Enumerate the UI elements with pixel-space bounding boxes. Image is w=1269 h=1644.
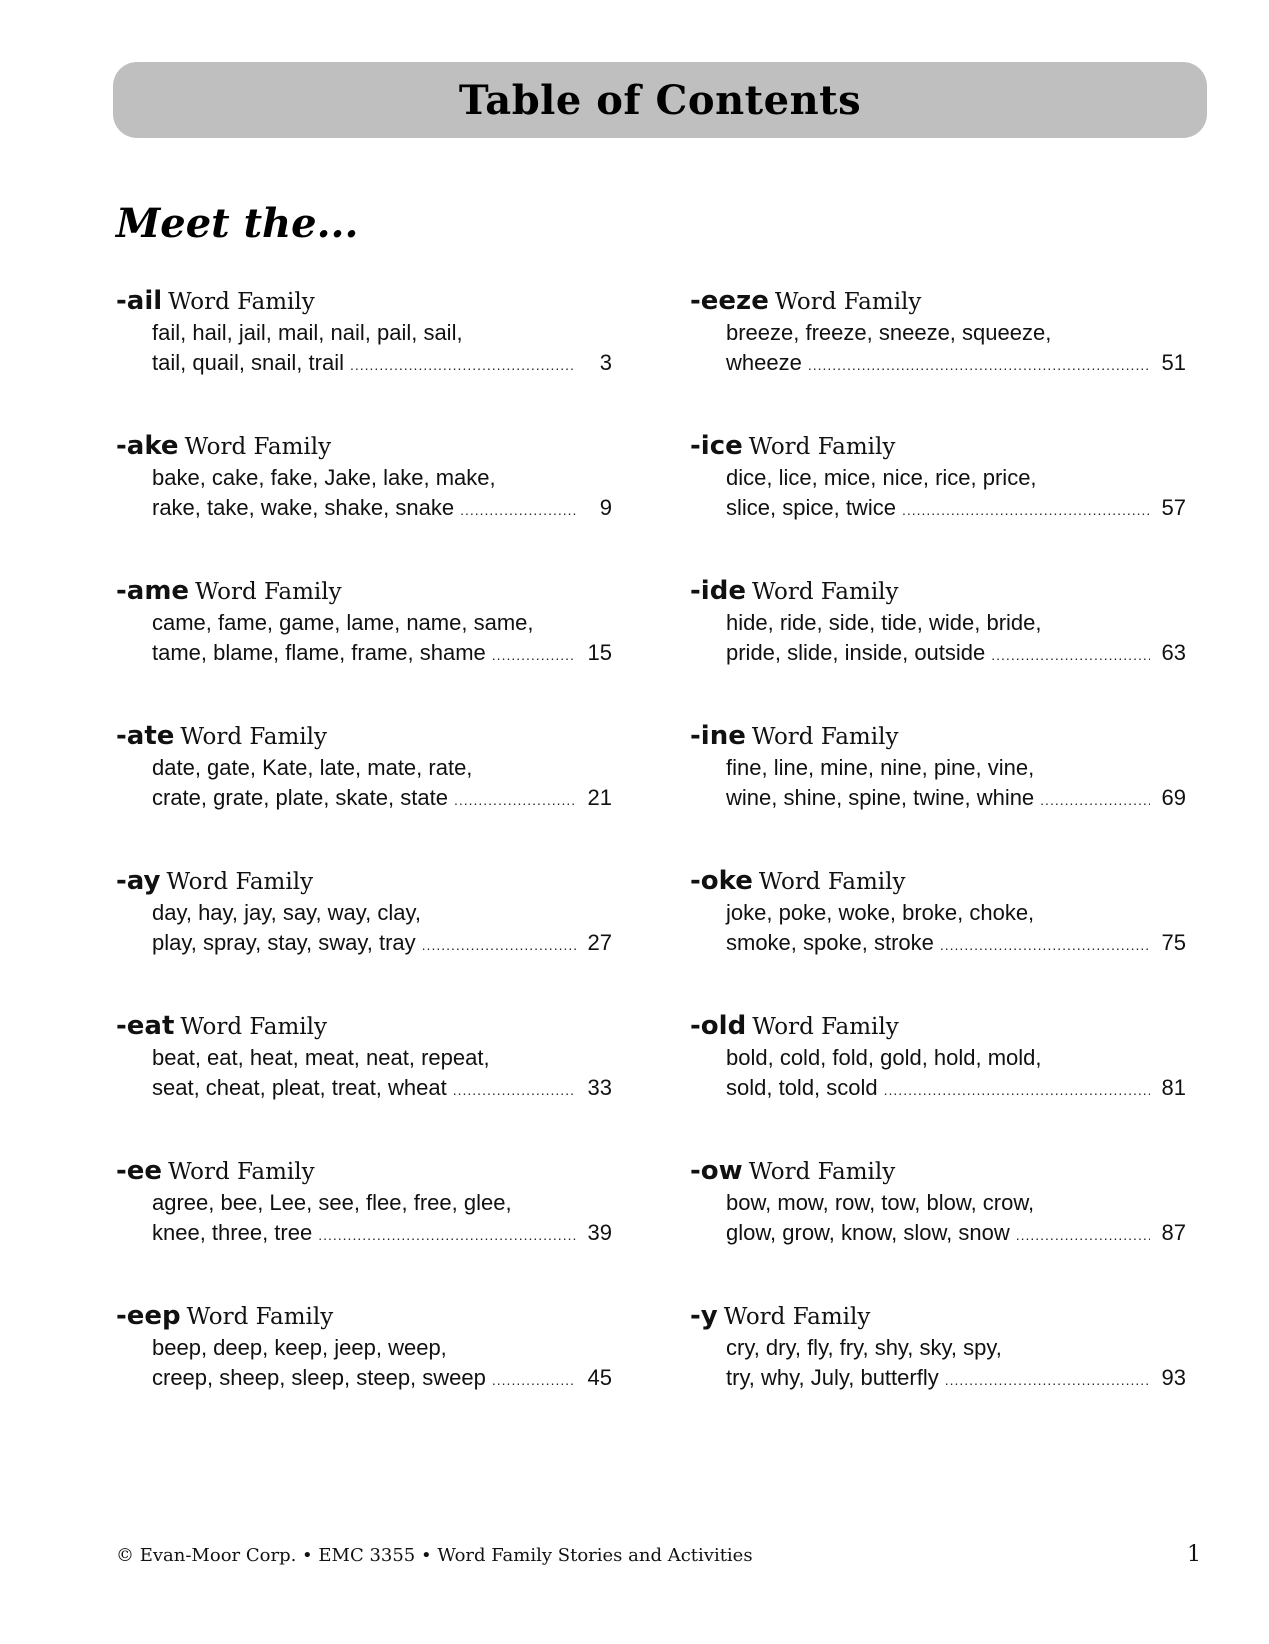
toc-entry — [690, 1299, 1190, 1444]
entry-page-number: 33 — [587, 1075, 612, 1100]
entry-suffix: -ail — [116, 286, 163, 316]
dot-leader — [318, 1220, 576, 1250]
entry-family-label: Word Family — [748, 434, 896, 460]
entry-words-line2: seat, cheat, pleat, treat, wheat — [152, 1075, 447, 1100]
entry-words-line1: dice, lice, mice, nice, rice, price, — [726, 465, 1037, 490]
dot-leader — [991, 640, 1150, 670]
entry-page-number: 9 — [599, 495, 612, 520]
entry-suffix: -oke — [690, 866, 753, 896]
entry-words-line2: slice, spice, twice — [726, 495, 896, 520]
entry-suffix: -ame — [116, 576, 190, 606]
entry-words-line1: breeze, freeze, sneeze, squeeze, — [726, 320, 1052, 345]
footer-copyright: © Evan-Moor Corp. • EMC 3355 • Word Family Stories and Activities — [116, 1545, 753, 1566]
entry-words-line1: day, hay, jay, say, way, clay, — [152, 900, 421, 925]
entry-words-line2: pride, slide, inside, outside — [726, 640, 986, 665]
entry-words-line2: play, spray, stay, sway, tray — [152, 930, 416, 955]
toc-left-column — [116, 284, 616, 1444]
entry-words-line1: beat, eat, heat, meat, neat, repeat, — [152, 1045, 490, 1070]
entry-family-label: Word Family — [758, 869, 906, 895]
entry-words-line2: sold, told, scold — [726, 1075, 878, 1100]
entry-words-line2: creep, sheep, sleep, steep, sweep — [152, 1365, 486, 1390]
entry-suffix: -ate — [116, 721, 175, 751]
entry-family-label: Word Family — [184, 434, 332, 460]
toc-entry — [690, 284, 1190, 429]
entry-family-label: Word Family — [751, 579, 899, 605]
section-title: Meet the... — [116, 200, 359, 247]
dot-leader — [492, 1365, 576, 1395]
entry-words-line1: beep, deep, keep, jeep, weep, — [152, 1335, 447, 1360]
entry-family-label: Word Family — [168, 1159, 315, 1185]
entry-words-line2: tame, blame, flame, frame, shame — [152, 640, 486, 665]
dot-leader — [492, 640, 576, 670]
entry-family-label: Word Family — [752, 1014, 899, 1040]
toc-entry — [116, 284, 616, 429]
toc-entry — [116, 1154, 616, 1299]
entry-suffix: -ow — [690, 1156, 743, 1186]
dot-leader — [350, 350, 576, 380]
toc-entry — [116, 1299, 616, 1444]
toc-right-column — [690, 284, 1190, 1444]
entry-family-label: Word Family — [180, 724, 327, 750]
entry-words-line1: agree, bee, Lee, see, flee, free, glee, — [152, 1190, 512, 1215]
entry-family-label: Word Family — [186, 1304, 334, 1330]
dot-leader — [884, 1075, 1150, 1105]
entry-family-label: Word Family — [195, 579, 342, 605]
entry-words-line1: fine, line, mine, nine, pine, vine, — [726, 755, 1035, 780]
entry-page-number: 15 — [587, 640, 612, 665]
toc-entry — [116, 864, 616, 1009]
toc-entry — [116, 719, 616, 864]
entry-words-line2: try, why, July, butterfly — [726, 1365, 939, 1390]
dot-leader — [945, 1365, 1150, 1395]
toc-entry — [690, 429, 1190, 574]
page-title: Table of Contents — [458, 76, 862, 124]
entry-suffix: -eeze — [690, 286, 769, 316]
toc-entry — [690, 719, 1190, 864]
entry-suffix: -y — [690, 1301, 718, 1331]
entry-suffix: -ake — [116, 431, 179, 461]
dot-leader — [1040, 785, 1150, 815]
entry-page-number: 39 — [587, 1220, 612, 1245]
entry-page-number: 45 — [587, 1365, 612, 1390]
entry-suffix: -ay — [116, 866, 161, 896]
dot-leader — [808, 350, 1150, 380]
entry-page-number: 57 — [1161, 495, 1186, 520]
dot-leader — [454, 785, 576, 815]
entry-words-line1: bow, mow, row, tow, blow, crow, — [726, 1190, 1035, 1215]
entry-page-number: 3 — [599, 350, 612, 375]
entry-words-line1: bold, cold, fold, gold, hold, mold, — [726, 1045, 1042, 1070]
dot-leader — [460, 495, 576, 525]
toc-entry — [690, 574, 1190, 719]
entry-family-label: Word Family — [723, 1304, 871, 1330]
toc-entry — [690, 1009, 1190, 1154]
title-banner — [113, 62, 1207, 138]
entry-words-line2: crate, grate, plate, skate, state — [152, 785, 448, 810]
entry-page-number: 69 — [1161, 785, 1186, 810]
toc-entry — [116, 429, 616, 574]
entry-words-line1: fail, hail, jail, mail, nail, pail, sail, — [152, 320, 463, 345]
entry-words-line2: smoke, spoke, stroke — [726, 930, 934, 955]
toc-entry — [690, 864, 1190, 1009]
entry-family-label: Word Family — [774, 289, 922, 315]
entry-words-line2: wine, shine, spine, twine, whine — [726, 785, 1035, 810]
entry-words-line2: tail, quail, snail, trail — [152, 350, 344, 375]
dot-leader — [902, 495, 1150, 525]
toc-entry — [116, 1009, 616, 1154]
entry-words-line1: hide, ride, side, tide, wide, bride, — [726, 610, 1042, 635]
entry-suffix: -ice — [690, 431, 743, 461]
entry-suffix: -ee — [116, 1156, 163, 1186]
entry-words-line2: glow, grow, know, slow, snow — [726, 1220, 1010, 1245]
entry-family-label: Word Family — [751, 724, 899, 750]
entry-suffix: -eat — [116, 1011, 175, 1041]
entry-page-number: 87 — [1161, 1220, 1186, 1245]
entry-family-label: Word Family — [748, 1159, 896, 1185]
entry-page-number: 75 — [1161, 930, 1186, 955]
entry-suffix: -eep — [116, 1301, 181, 1331]
dot-leader — [1016, 1220, 1150, 1250]
entry-words-line2: rake, take, wake, shake, snake — [152, 495, 455, 520]
entry-suffix: -old — [690, 1011, 747, 1041]
dot-leader — [453, 1075, 576, 1105]
entry-words-line2: knee, three, tree — [152, 1220, 313, 1245]
entry-words-line1: came, fame, game, lame, name, same, — [152, 610, 534, 635]
entry-words-line1: joke, poke, woke, broke, choke, — [726, 900, 1035, 925]
entry-family-label: Word Family — [180, 1014, 327, 1040]
entry-page-number: 63 — [1161, 640, 1186, 665]
entry-page-number: 27 — [587, 930, 612, 955]
dot-leader — [940, 930, 1150, 960]
footer-page-number: 1 — [1187, 1542, 1201, 1567]
toc-entry — [116, 574, 616, 719]
entry-suffix: -ine — [690, 721, 746, 751]
entry-words-line1: cry, dry, fly, fry, shy, sky, spy, — [726, 1335, 1002, 1360]
dot-leader — [422, 930, 576, 960]
entry-page-number: 93 — [1161, 1365, 1186, 1390]
entry-family-label: Word Family — [168, 289, 315, 315]
entry-words-line2: wheeze — [726, 350, 802, 375]
entry-suffix: -ide — [690, 576, 746, 606]
entry-page-number: 51 — [1161, 350, 1186, 375]
toc-entry — [690, 1154, 1190, 1299]
entry-page-number: 81 — [1161, 1075, 1186, 1100]
entry-family-label: Word Family — [166, 869, 314, 895]
entry-words-line1: bake, cake, fake, Jake, lake, make, — [152, 465, 496, 490]
entry-page-number: 21 — [587, 785, 612, 810]
entry-words-line1: date, gate, Kate, late, mate, rate, — [152, 755, 473, 780]
